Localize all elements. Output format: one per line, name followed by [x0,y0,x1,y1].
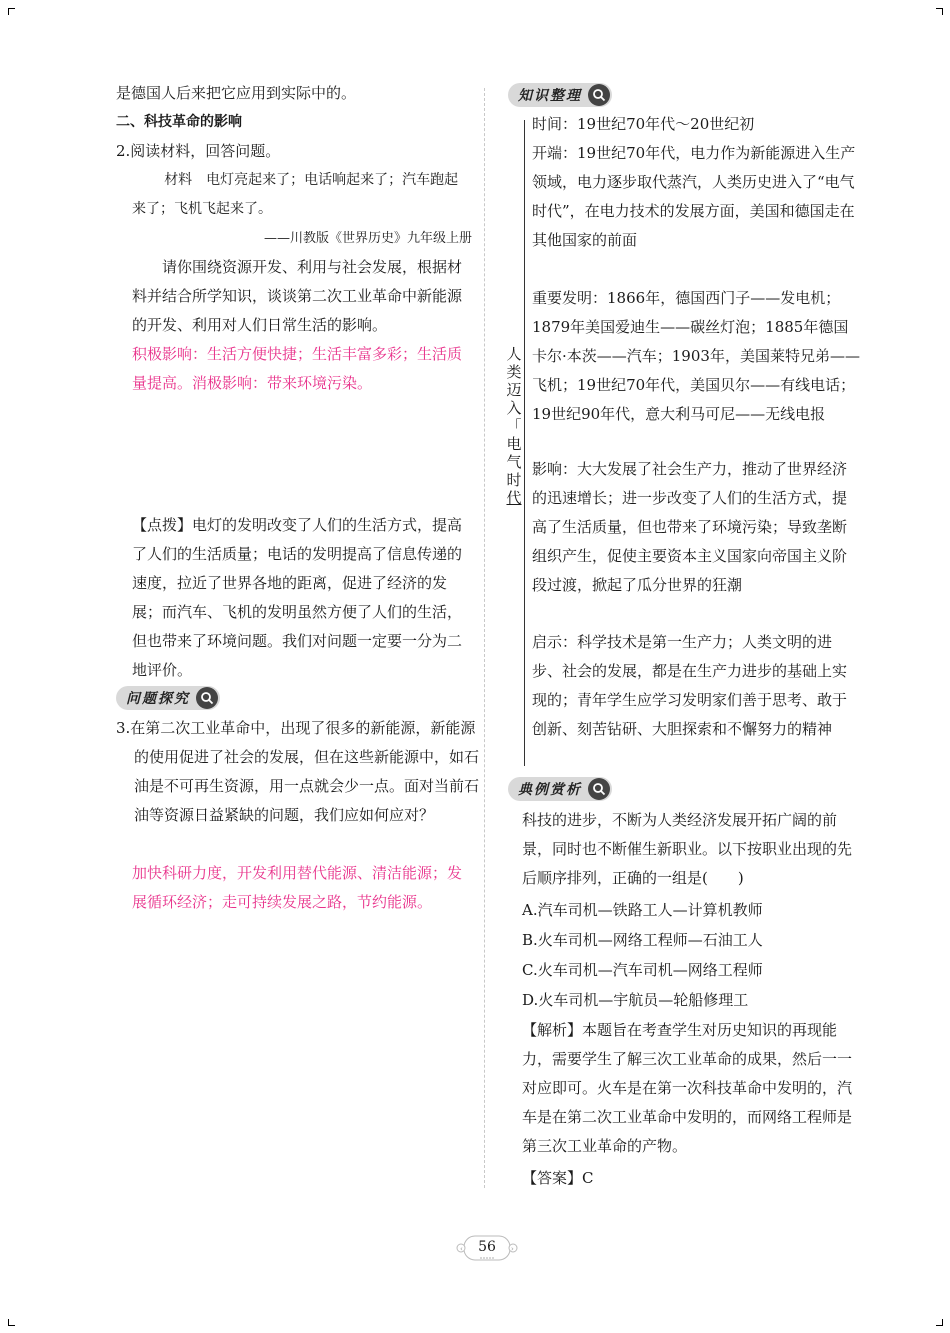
page-number: 56 [478,1239,496,1255]
vertical-title-char: 电 [506,435,522,453]
example-answer: 【答案】C [522,1169,594,1187]
summary-impact [532,455,860,600]
magnifier-icon [588,778,610,800]
option-a: A.汽车司机—铁路工人—计算机教师 [522,901,763,919]
section-heading: 二、科技革命的影响 [116,114,242,130]
page-number-badge [456,1234,518,1264]
summary-lesson [532,628,860,744]
vertical-title-char: 人 [506,345,522,363]
vertical-title-char: 入 [506,399,522,417]
vertical-title-char: 迈 [506,381,522,399]
example-tag-label: 典例赏析 [518,782,582,798]
vertical-title [505,345,523,507]
magnifier-icon [196,687,218,709]
example-section-tag [508,777,612,801]
example-stem: 科技的进步，不断为人类经济发展开拓广阔的前景，同时也不断催生新职业。以下按职业出现的先后顺序排列，正确的一组是( ) [522,811,853,887]
summary-inventions [532,284,860,429]
question-2-material: 材料 电灯亮起来了；电话响起来了；汽车跑起来了；飞机飞起来了。 [132,172,459,217]
summary-time: 时间：19世纪70年代～20世纪初 [532,115,755,133]
knowledge-tag-label: 知识整理 [518,88,582,104]
question-2-prompt: 请你围绕资源开发、利用与社会发展，根据材料并结合所学知识，谈谈第二次工业革命中新能源的开发、利用对人们日常生活的影响。 [132,258,463,334]
option-c: C.火车司机—汽车司机—网络工程师 [522,961,763,979]
summary-inventions-body: 1866年，德国西门子——发电机；1879年美国爱迪生——碳丝灯泡；1885年德国卡尔·本茨——汽车；1903年，美国莱特兄弟——飞机；19世纪70年代，美国贝尔——有线电话；19世纪90年代，意大利马可尼——无线电报 [532,289,860,423]
question-2-tip: 【点拨】电灯的发明改变了人们的生活方式，提高了人们的生活质量；电话的发明提高了信息传递的速度，拉近了世界各地的距离，促进了经济的发展；而汽车、飞机的发明虽然方便了人们的生活，但也带来了环境问题。我们对问题一定要一分为二地评价。 [132,516,463,679]
material-source: ——川教版《世界历史》九年级上册 [263,231,472,246]
summary-start-head: 开端： [532,144,578,162]
option-b: B.火车司机—网络工程师—石油工人 [522,931,763,949]
question-3-stem: 3.在第二次工业革命中，出现了很多的新能源，新能源的使用促进了社会的发展，但在这些新能源中，如石油是不可再生资源，用一点就会少一点。面对当前石油等资源日益紧缺的问题，我们应如何应对？ [116,719,480,824]
summary-start-body: 19世纪70年代，电力作为新能源进入生产领域，电力逐步取代蒸汽，人类历史进入了“电气时代”，在电力技术的发展方面，美国和德国走在其他国家的前面 [532,144,856,249]
knowledge-section-tag [508,83,612,107]
question-2-answer: 积极影响：生活方便快捷；生活丰富多彩；生活质量提高。消极影响：带来环境污染。 [132,345,463,392]
svg-text:‹: ‹ [460,1245,463,1253]
question-2-stem: 2.阅读材料，回答问题。 [116,142,281,160]
crop-mark-top-left [8,8,15,15]
magnifier-icon [588,84,610,106]
vertical-title-char: 类 [506,363,522,381]
question-3-answer: 加快科研力度，开发利用替代能源、清洁能源；发展循环经济；走可持续发展之路，节约能源。 [132,864,463,911]
crop-mark-bottom-right [936,1319,943,1326]
option-d: D.火车司机—宇航员—轮船修理工 [522,991,749,1009]
summary-lesson-head: 启示： [532,633,578,651]
svg-text:›: › [511,1245,514,1253]
vertical-title-char: 「 [506,417,522,435]
summary-impact-head: 影响： [532,460,578,478]
intro-line: 是德国人后来把它应用到实际中的。 [116,84,357,102]
crop-mark-top-right [936,8,943,15]
example-analysis: 【解析】本题旨在考查学生对历史知识的再现能力，需要学生了解三次工业革命的成果，然后一一对应即可。火车是在第一次科技革命中发明的，汽车是在第二次工业革命中发明的，而网络工程师是第三次工业革命的产物。 [522,1021,853,1155]
vertical-title-char: 时 [506,471,522,489]
summary-inventions-head: 重要发明： [532,289,608,307]
summary-lesson-body: 科学技术是第一生产力；人类文明的进步、社会的发展，都是在生产力进步的基础上实现的；青年学生应学习发明家们善于思考、敢于创新、刻苦钻研、大胆探索和不懈努力的精神 [532,633,848,738]
summary-start [532,139,860,255]
vertical-title-char: 气 [506,453,522,471]
summary-impact-body: 大大发展了社会生产力，推动了世界经济的迅速增长；进一步改变了人们的生活方式，提高了生活质量，但也带来了环境污染；导致垄断组织产生，促使主要资本主义国家向帝国主义阶段过渡，掀起了瓜分世界的狂潮 [532,460,848,594]
explore-tag-label: 问题探究 [126,691,190,707]
vertical-title-char: 代 [506,489,522,507]
crop-mark-bottom-left [8,1319,15,1326]
explore-section-tag [116,686,220,710]
column-divider [484,88,485,1188]
